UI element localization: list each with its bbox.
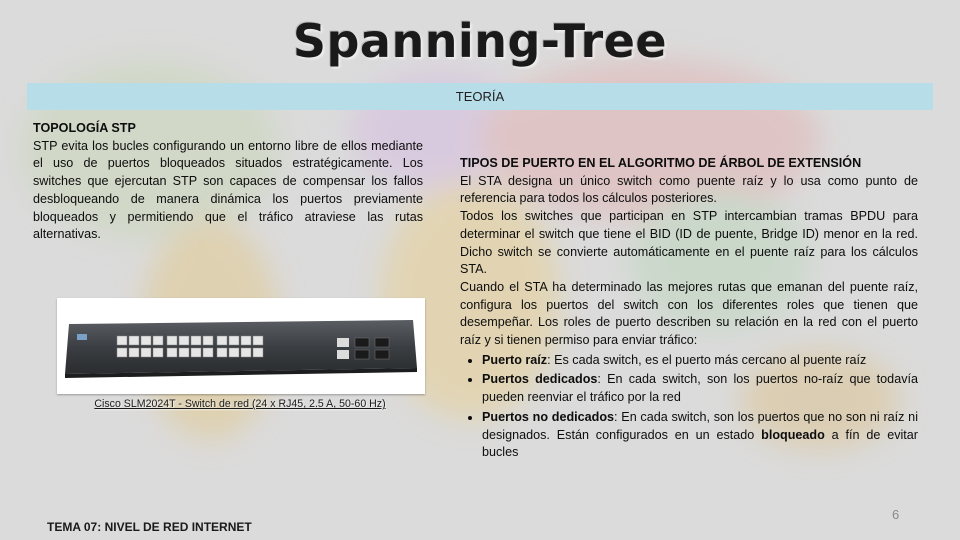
- slide-title: Spanning-Tree: [292, 14, 668, 68]
- image-caption: Cisco SLM2024T - Switch de red (24 x RJ45, 2.5 A, 50-60 Hz): [94, 398, 386, 410]
- bullet-text-tail: a fín de evitar bucles: [482, 427, 918, 460]
- bullet-term: Puerto raíz: [482, 352, 548, 367]
- port-types-paragraph-1: El STA designa un único switch como puente raíz y lo usa como punto de referencia para todos los cálculos posteriores.: [460, 173, 918, 206]
- list-item: [482, 352, 918, 370]
- bullet-term: Puertos dedicados: [482, 372, 598, 387]
- bullet-text: : Es cada switch, es el puerto más cercano al puente raíz: [547, 352, 867, 367]
- bullet-term: Puertos no dedicados: [482, 409, 615, 424]
- port-types-heading: TIPOS DE PUERTO EN EL ALGORITMO DE ÁRBOL DE EXTENSIÓN: [460, 156, 862, 170]
- page-number: 6: [892, 507, 900, 522]
- port-types-paragraph-2: Todos los switches que participan en STP intercambian tramas BPDU para determinar el switch que tiene el BID (ID de puente, Bridge ID) menor en la red. Dicho switch se convierte automáticamente en el puente raíz para los cálculos STA.: [460, 209, 918, 277]
- port-types-paragraph-3: Cuando el STA ha determinado las mejores rutas que emanan del puente raíz, configura los puertos del switch con los diferentes roles que tienen que desempeñar. Los roles de puerto describen su relación en la red con el puerto raíz y si tienen permiso para enviar tráfico:: [460, 279, 918, 348]
- right-column: [460, 155, 918, 464]
- stp-topology-body: STP evita los bucles configurando un entorno libre de ellos mediante el uso de puertos bloqueados situados estratégicamente. Los switches que ejercutan STP son capaces de compensar los fallos desbloqueando de manera dinámica los puertos previamente bloqueados y permitiendo que el tráfico atraviese las rutas alternativas.: [33, 138, 423, 242]
- bullet-emphasis: bloqueado: [761, 427, 825, 442]
- list-item: [482, 409, 918, 462]
- switch-photo: [57, 298, 425, 394]
- stp-topology-heading: TOPOLOGÍA STP: [33, 121, 136, 135]
- port-roles-list: [460, 352, 918, 462]
- bullet-text: : En cada switch, son los puertos no-raíz que todavía pueden reenviar el tráfico por la red: [482, 372, 918, 405]
- footer-topic: TEMA 07: NIVEL DE RED INTERNET: [47, 520, 252, 534]
- network-switch-image: [57, 298, 425, 394]
- bullet-text: : En cada switch, son los puertos que no son ni raíz ni designados. Están configurados en un estado: [482, 409, 918, 442]
- section-label: TEORÍA: [455, 89, 505, 104]
- left-column: [33, 120, 423, 244]
- list-item: [482, 371, 918, 406]
- section-bar: [27, 83, 933, 110]
